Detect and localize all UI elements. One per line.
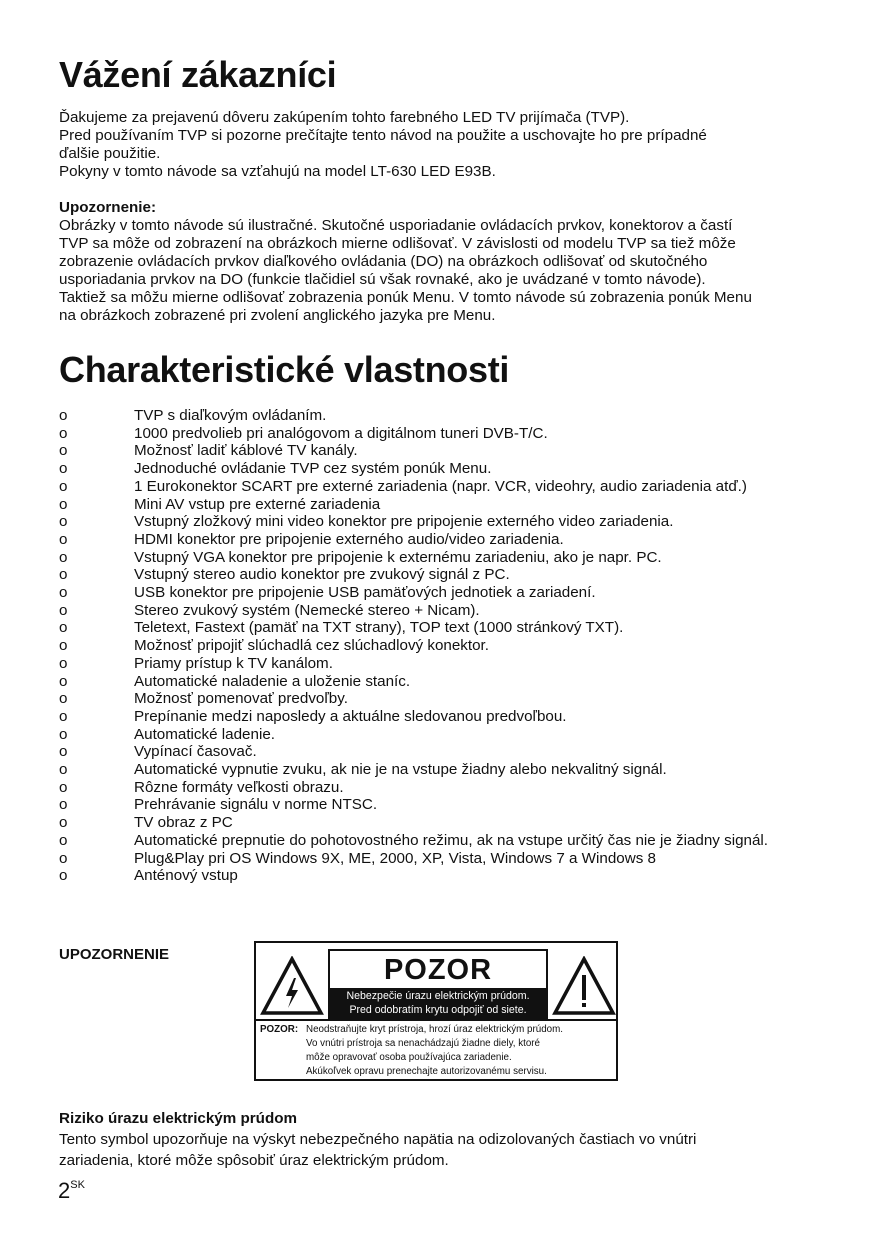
- feature-text: Automatické vypnutie zvuku, ak nie je na vstupe žiadny alebo nekvalitný signál.: [134, 761, 667, 779]
- feature-item: [59, 814, 849, 832]
- feature-item: [59, 460, 849, 478]
- feature-text: Anténový vstup: [134, 867, 238, 885]
- bullet-marker: o: [59, 601, 68, 619]
- feature-item: [59, 549, 849, 567]
- feature-text: Prepínanie medzi naposledy a aktuálne sledovanou predvoľbou.: [134, 707, 567, 725]
- intro-line: ďalšie použitie.: [59, 145, 161, 162]
- bullet-marker: o: [59, 796, 68, 814]
- notice-line: usporiadania prvkov na DO (funkcie tlačidiel sú však rovnaké, ako je uvádzané v tomto návode).: [59, 271, 706, 288]
- feature-item: [59, 779, 849, 797]
- bullet-marker: o: [59, 424, 68, 442]
- feature-text: Plug&Play pri OS Windows 9X, ME, 2000, XP, Vista, Windows 7 a Windows 8: [134, 849, 656, 867]
- page-number: [58, 1178, 85, 1204]
- bullet-marker: o: [59, 814, 68, 832]
- feature-text: Jednoduché ovládanie TVP cez systém ponúk Menu.: [134, 460, 492, 478]
- feature-item: [59, 584, 849, 602]
- feature-text: Vstupný stereo audio konektor pre zvukový signál z PC.: [134, 566, 510, 584]
- feature-item: [59, 796, 849, 814]
- pozor-band-line: Pred odobratím krytu odpojiť od siete.: [349, 1004, 527, 1016]
- feature-item: [59, 832, 849, 850]
- bullet-marker: o: [59, 849, 68, 867]
- feature-text: Možnosť ladiť káblové TV kanály.: [134, 442, 358, 460]
- feature-item: [59, 690, 849, 708]
- features-list: [59, 407, 849, 885]
- feature-text: Vstupný zložkový mini video konektor pre pripojenie externého video zariadenia.: [134, 513, 674, 531]
- warning-label: UPOZORNENIE: [59, 946, 170, 963]
- risk-line: zariadenia, ktoré môže spôsobiť úraz elektrickým prúdom.: [59, 1152, 449, 1169]
- bullet-marker: o: [59, 690, 68, 708]
- feature-item: [59, 496, 849, 514]
- section-title-features: Charakteristické vlastnosti: [59, 349, 510, 390]
- notice-line: Obrázky v tomto návode sú ilustračné. Skutočné usporiadanie ovládacích prvkov, konektorov a častí: [59, 217, 733, 234]
- pozor-band: [330, 988, 546, 1017]
- feature-text: Možnosť pripojiť slúchadlá cez slúchadlový konektor.: [134, 637, 489, 655]
- feature-text: Priamy prístup k TV kanálom.: [134, 654, 333, 672]
- risk-heading: Riziko úrazu elektrickým prúdom: [59, 1110, 298, 1127]
- warning-text-row: [260, 1051, 612, 1065]
- pozor-panel: [328, 949, 548, 1019]
- feature-item: [59, 425, 849, 443]
- pozor-band-line: Nebezpečie úrazu elektrickým prúdom.: [346, 990, 530, 1002]
- bullet-marker: o: [59, 584, 68, 602]
- feature-item: [59, 478, 849, 496]
- bullet-marker: o: [59, 654, 68, 672]
- notice-line: Taktiež sa môžu mierne odlišovať zobrazenia ponúk Menu. V tomto návode sú zobrazenia ponúk Menu: [59, 289, 752, 306]
- risk-line: Tento symbol upozorňuje na výskyt nebezpečného napätia na odizolovaných častiach vo vnútri: [59, 1131, 697, 1148]
- warning-text-line: Neodstraňujte kryt prístroja, hrozí úraz elektrickým prúdom.: [306, 1024, 563, 1035]
- pozor-title: POZOR: [383, 954, 493, 986]
- feature-item: [59, 637, 849, 655]
- feature-item: [59, 513, 849, 531]
- bullet-marker: o: [59, 460, 68, 478]
- warning-text-line: Vo vnútri prístroja sa nenachádzajú žiadne diely, ktoré: [306, 1038, 540, 1049]
- feature-text: Možnosť pomenovať predvoľby.: [134, 690, 348, 708]
- feature-item: [59, 850, 849, 868]
- bullet-marker: o: [59, 867, 68, 885]
- bullet-marker: o: [59, 619, 68, 637]
- feature-item: [59, 708, 849, 726]
- feature-item: [59, 673, 849, 691]
- warning-text-row: [260, 1037, 612, 1051]
- feature-text: Prehrávanie signálu v norme NTSC.: [134, 796, 378, 814]
- bullet-marker: o: [59, 725, 68, 743]
- bullet-marker: o: [59, 743, 68, 761]
- bullet-marker: o: [59, 707, 68, 725]
- notice-heading: Upozornenie:: [59, 199, 157, 216]
- intro-paragraph: [59, 109, 839, 181]
- intro-line: Pred používaním TVP si pozorne prečítajte tento návod na použite a uschovajte ho pre prípadné: [59, 127, 707, 144]
- page-number-value: 2: [58, 1178, 71, 1203]
- notice-line: na obrázkoch zobrazené pri zvolení anglického jazyka pre Menu.: [59, 307, 496, 324]
- feature-text: Teletext, Fastext (pamäť na TXT strany), TOP text (1000 stránkový TXT).: [134, 619, 624, 637]
- bullet-marker: o: [59, 778, 68, 796]
- warning-divider: [256, 1019, 616, 1021]
- bullet-marker: o: [59, 637, 68, 655]
- intro-line: Ďakujeme za prejavenú dôveru zakúpením tohto farebného LED TV prijímača (TVP).: [59, 109, 630, 126]
- feature-text: Automatické ladenie.: [134, 725, 275, 743]
- feature-item: [59, 726, 849, 744]
- feature-item: [59, 602, 849, 620]
- feature-text: Rôzne formáty veľkosti obrazu.: [134, 778, 344, 796]
- feature-text: Automatické naladenie a uloženie staníc.: [134, 672, 411, 690]
- bullet-marker: o: [59, 442, 68, 460]
- risk-paragraph: [59, 1108, 839, 1171]
- feature-item: [59, 619, 849, 637]
- bullet-marker: o: [59, 495, 68, 513]
- feature-item: [59, 743, 849, 761]
- bullet-marker: o: [59, 530, 68, 548]
- notice-paragraph: [59, 199, 839, 325]
- bullet-marker: o: [59, 513, 68, 531]
- feature-text: 1000 predvolieb pri analógovom a digitálnom tuneri DVB-T/C.: [134, 424, 548, 442]
- warning-text-row: [260, 1065, 612, 1079]
- intro-line: Pokyny v tomto návode sa vzťahujú na model LT-630 LED E93B.: [59, 163, 496, 180]
- electric-shock-warning-icon: [260, 956, 324, 1016]
- feature-item: [59, 531, 849, 549]
- feature-item: [59, 867, 849, 885]
- feature-text: USB konektor pre pripojenie USB pamäťových jednotiek a zariadení.: [134, 584, 596, 602]
- notice-line: TVP sa môže od zobrazení na obrázkoch mierne odlišovať. V závislosti od modelu TVP sa tiež môže: [59, 235, 736, 252]
- warning-text-label: POZOR:: [260, 1024, 299, 1035]
- warning-text: [260, 1023, 612, 1079]
- bullet-marker: o: [59, 477, 68, 495]
- bullet-marker: o: [59, 672, 68, 690]
- warning-text-row: [260, 1023, 612, 1037]
- feature-item: [59, 761, 849, 779]
- notice-line: zobrazenie ovládacích prvkov diaľkového ovládania (DO) na obrázkoch odlišovať od skutočného: [59, 253, 708, 270]
- bullet-marker: o: [59, 407, 68, 424]
- warning-box: [254, 941, 618, 1081]
- bullet-marker: o: [59, 831, 68, 849]
- page-title-customers: Vážení zákazníci: [59, 54, 337, 95]
- feature-text: 1 Eurokonektor SCART pre externé zariadenia (napr. VCR, videohry, audio zariadenia atď.): [134, 477, 747, 495]
- bullet-marker: o: [59, 566, 68, 584]
- warning-text-line: Akúkoľvek opravu prenechajte autorizovanému servisu.: [306, 1066, 547, 1077]
- exclamation-warning-icon: [552, 956, 616, 1016]
- bullet-marker: o: [59, 548, 68, 566]
- bullet-marker: o: [59, 761, 68, 779]
- page-language: SK: [70, 1179, 85, 1191]
- feature-item: [59, 655, 849, 673]
- feature-text: Automatické prepnutie do pohotovostného režimu, ak na vstupe určitý čas nie je žiadny signál.: [134, 831, 769, 849]
- feature-item: [59, 407, 849, 425]
- feature-text: Mini AV vstup pre externé zariadenia: [134, 495, 381, 513]
- feature-item: [59, 566, 849, 584]
- feature-text: TVP s diaľkovým ovládaním.: [134, 407, 327, 424]
- feature-text: TV obraz z PC: [134, 814, 233, 832]
- feature-text: Vypínací časovač.: [134, 743, 257, 761]
- feature-text: HDMI konektor pre pripojenie externého audio/video zariadenia.: [134, 530, 564, 548]
- feature-text: Vstupný VGA konektor pre pripojenie k externému zariadeniu, ako je napr. PC.: [134, 548, 662, 566]
- feature-text: Stereo zvukový systém (Nemecké stereo + Nicam).: [134, 601, 480, 619]
- feature-item: [59, 442, 849, 460]
- warning-text-line: môže opravovať osoba používajúca zariadenie.: [306, 1052, 512, 1063]
